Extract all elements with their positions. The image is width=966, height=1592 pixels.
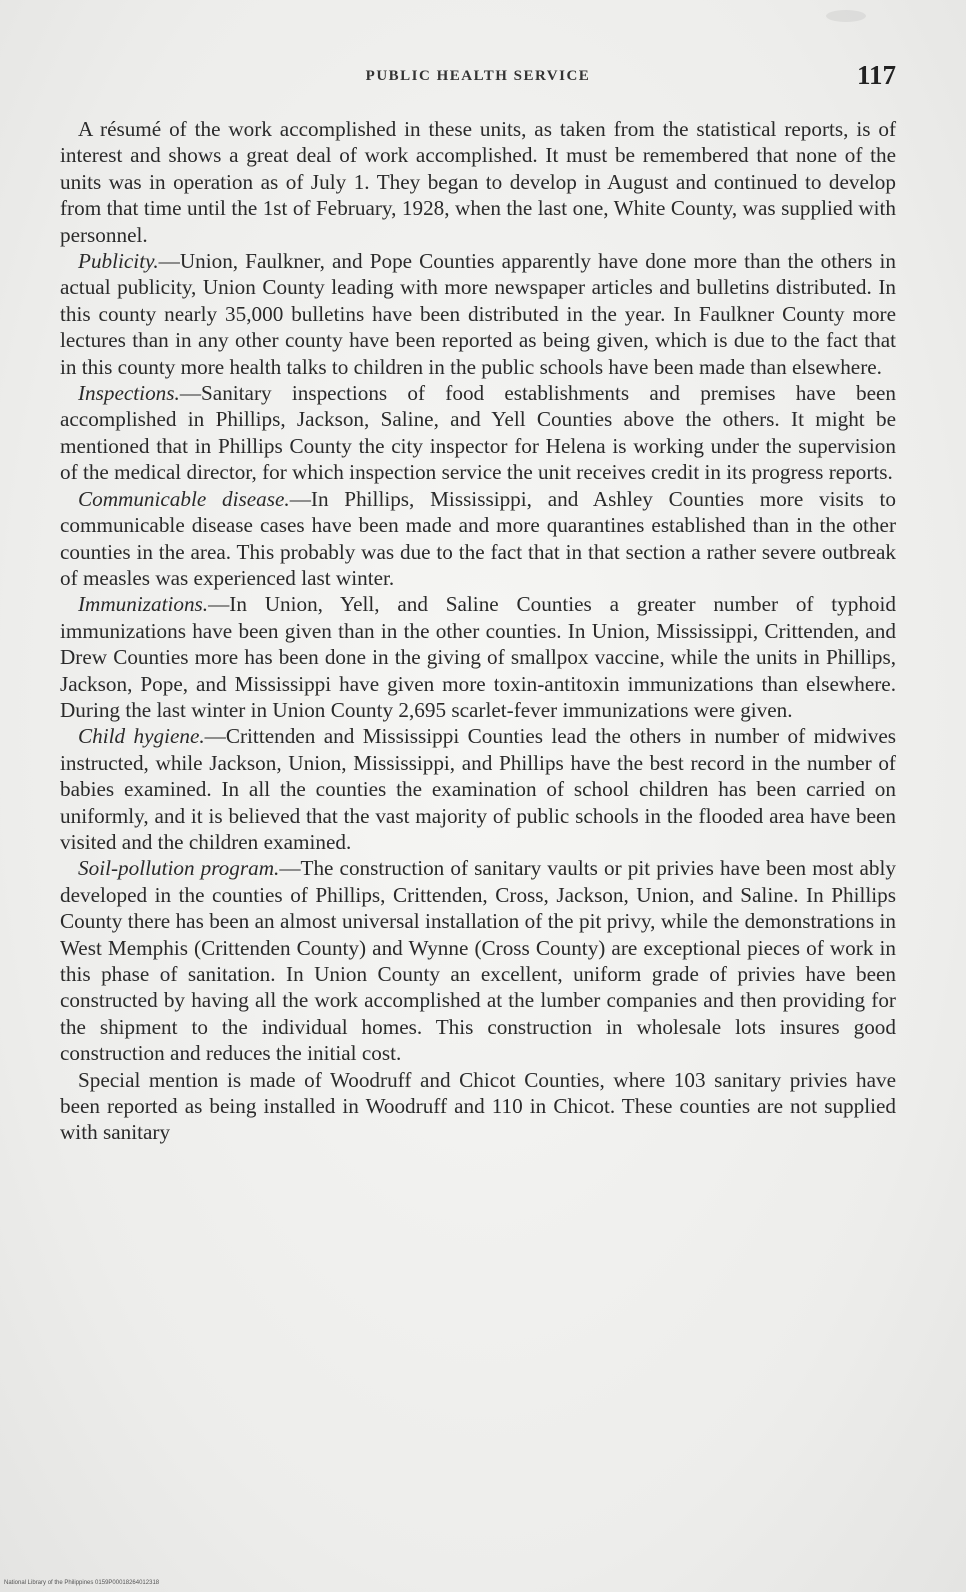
paragraph-text: —The construction of sanitary vaults or pit privies have been most ably developed in the counties of Phillips, Crittenden, Cross, Jackson, Union, and Saline. In Phillips County there has been an almost universal installation of the pit privy, while the demonstrations in West Memphis (Crittenden County) and Wynne (Cross County) are exceptional pieces of work in this phase of sanitation. In Union County an excellent, uniform grade of privies have been constructed by having all the work accomplished at the lumber companies and then providing for the shipment to the individual homes. This construction in wholesale lots insures good construction and reduces the initial cost. [60,856,896,1066]
page-number: 117 [856,60,896,90]
paragraph-text: Special mention is made of Woodruff and Chicot Counties, where 103 sanitary privies have been reported as being installed in Woodruff and 110 in Chicot. These counties are not supplied with sanitary [60,1067,896,1145]
paragraph-immunizations [60,591,896,723]
paragraph-special-mention [60,1067,896,1146]
paragraph-text: A résumé of the work accomplished in these units, as taken from the statistical reports, is of interest and shows a great deal of work accomplished. It must be remembered that none of the units was in operation as of July 1. They began to develop in August and continued to develop from that time until the 1st of February, 1928, when the last one, White County, was supplied with personnel. [60,117,896,247]
paragraph-text: —Sanitary inspections of food establishments and premises have been accomplished in Phillips, Jackson, Saline, and Yell Counties above the others. It might be mentioned that in Phillips County the city inspector for Helena is working under the supervision of the medical director, for which inspection service the unit receives credit in its progress reports. [60,381,896,485]
running-head: PUBLIC HEALTH SERVICE [365,68,591,84]
paragraph-text: —Union, Faulkner, and Pope Counties apparently have done more than the others in actual publicity, Union County leading with more newspaper articles and bulletins distributed. In this county nearly 35,000 bulletins have been distributed in the year. In Faulkner County more lectures than in any other county have been reported as being given, which is due to the fact that in this county more health talks to children in the public schools have been made than elsewhere. [60,249,896,379]
paragraph-soil-pollution [60,855,896,1066]
paragraph-heading: Soil-pollution program. [78,856,280,881]
paragraph-heading: Communicable disease. [78,486,290,511]
paragraph-heading: Inspections. [78,381,180,406]
paragraph-text: —In Phillips, Mississippi, and Ashley Counties more visits to communicable disease cases have been made and more quarantines established than in the other counties in the area. This probably was due to the fact that in that section a rather severe outbreak of measles was experienced last winter. [60,486,896,590]
paragraph-text: —Crittenden and Mississippi Counties lead the others in number of midwives instructed, while Jackson, Union, Mississippi, and Phillips have the best record in the number of babies examined. In all the counties the examination of school children has been carried on uniformly, and it is believed that the vast majority of public schools in the flooded area have been visited and the children examined. [60,724,896,854]
paragraph-child-hygiene [60,723,896,855]
scan-credit: National Library of the Philippines 0159P00018264012318 [4,1580,160,1586]
page-header [60,60,896,100]
paragraph-resume [60,116,896,248]
paragraph-communicable-disease [60,486,896,592]
scan-smudge [826,10,866,22]
paragraph-text: —In Union, Yell, and Saline Counties a greater number of typhoid immunizations have been given than in the other counties. In Union, Mississippi, Crittenden, and Drew Counties more has been done in the giving of smallpox vaccine, while the units in Phillips, Jackson, Pope, and Mississippi have given more toxin-antitoxin immunizations than elsewhere. During the last winter in Union County 2,695 scarlet-fever immunizations were given. [60,592,896,722]
paragraph-heading: Immunizations. [78,592,209,617]
paragraph-inspections [60,380,896,486]
paragraph-publicity [60,248,896,380]
paragraph-heading: Publicity. [78,249,159,274]
body-text [60,116,896,1146]
paragraph-heading: Child hygiene. [78,724,205,749]
